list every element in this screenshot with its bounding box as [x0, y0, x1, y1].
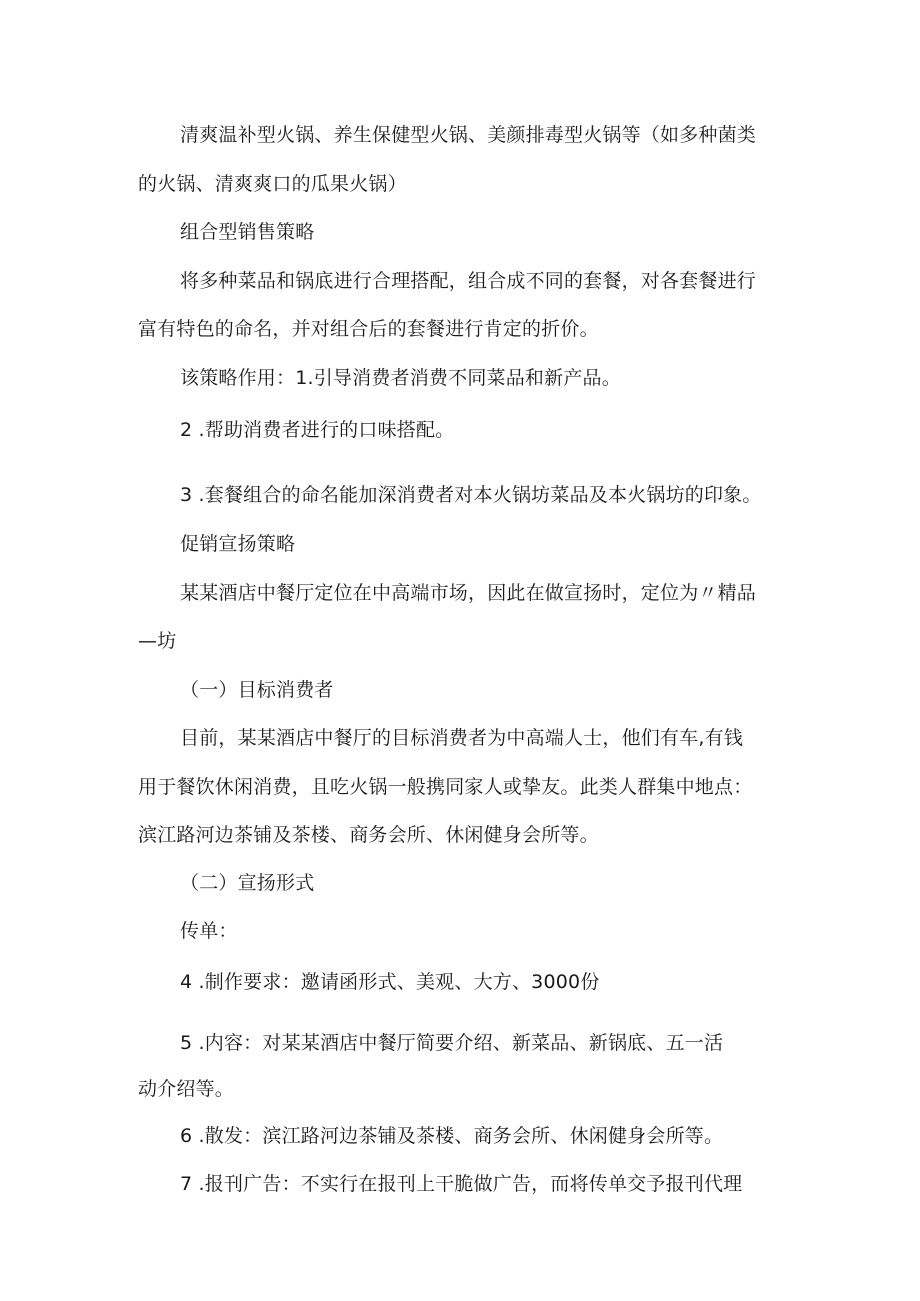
paragraph-line: 清爽温补型火锅、养生保健型火锅、美颜排毒型火锅等（如多种菌类 — [180, 124, 757, 146]
paragraph-line: 用于餐饮休闲消费，且吃火锅一般携同家人或挚友。此类人群集中地点： — [138, 776, 753, 798]
list-item: 7 .报刊广告：不实行在报刊上干脆做广告，而将传单交予报刊代理 — [180, 1173, 743, 1195]
list-item: 6 .散发：滨江路河边茶铺及茶楼、商务会所、休闲健身会所等。 — [180, 1125, 724, 1147]
paragraph-line: —坊 — [138, 630, 177, 652]
paragraph-line: 动介绍等。 — [138, 1078, 235, 1100]
section-heading: （一）目标消费者 — [180, 679, 334, 701]
paragraph-line: 将多种菜品和锅底进行合理搭配，组合成不同的套餐，对各套餐进行 — [180, 270, 757, 292]
paragraph-line: 富有特色的命名，并对组合后的套餐进行肯定的折价。 — [138, 318, 599, 340]
list-item: 5 .内容：对某某酒店中餐厅简要介绍、新菜品、新锅底、五一活 — [180, 1032, 724, 1054]
list-item: 4 .制作要求：邀请函形式、美观、大方、3000份 — [180, 971, 600, 993]
paragraph-line: 目前，某某酒店中餐厅的目标消费者为中高端人士，他们有车,有钱 — [180, 727, 744, 749]
paragraph-line: 滨江路河边茶铺及茶楼、商务会所、休闲健身会所等。 — [138, 824, 599, 846]
list-item: 2 .帮助消费者进行的口味搭配。 — [180, 419, 455, 441]
paragraph-line: 的火锅、清爽爽口的瓜果火锅） — [138, 173, 407, 195]
paragraph-line: 传单： — [180, 920, 238, 942]
section-heading: 组合型销售策略 — [180, 221, 315, 243]
section-heading: 促销宣扬策略 — [180, 533, 296, 555]
paragraph-line: 该策略作用：1.引导消费者消费不同菜品和新产品。 — [180, 367, 621, 389]
list-item: 3 .套餐组合的命名能加深消费者对本火锅坊菜品及本火锅坊的印象。 — [180, 484, 762, 506]
section-heading: （二）宣扬形式 — [180, 872, 315, 894]
paragraph-line: 某某酒店中餐厅定位在中高端市场，因此在做宣扬时，定位为〃精品 — [180, 582, 757, 604]
